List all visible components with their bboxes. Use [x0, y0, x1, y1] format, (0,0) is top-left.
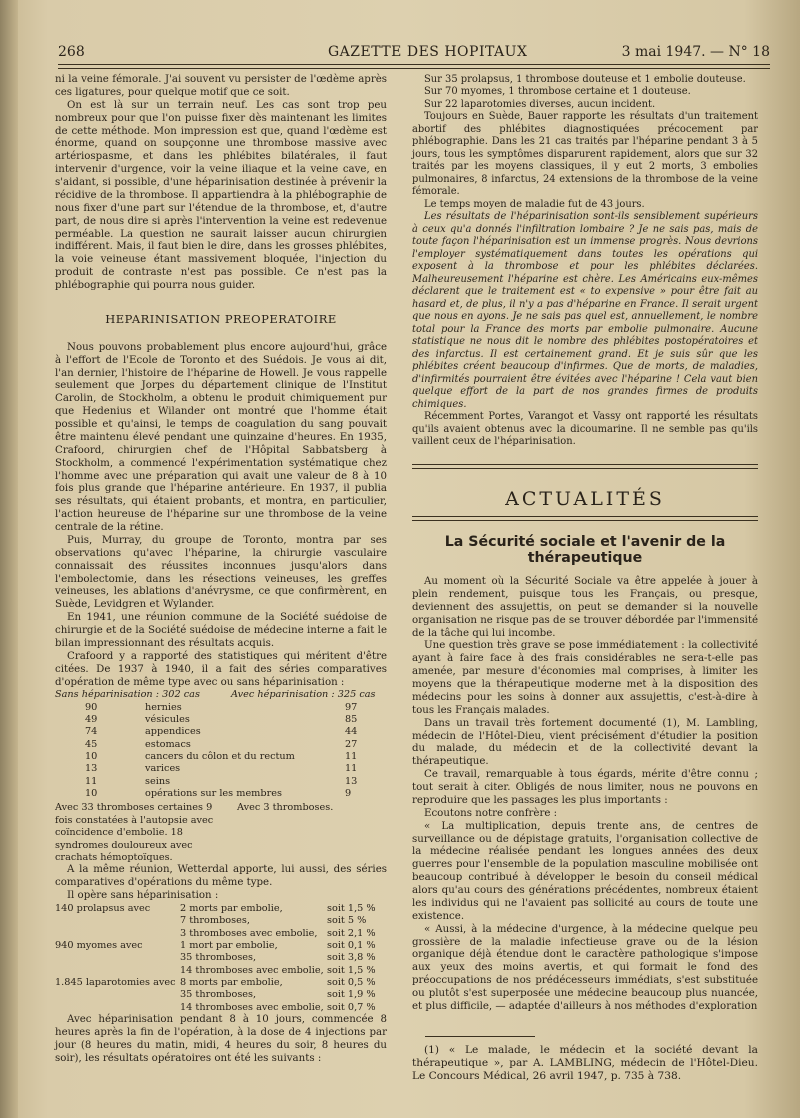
count-with: 27 — [345, 738, 358, 750]
table-row — [55, 739, 387, 751]
journal-title: GAZETTE DES HOPITAUX — [328, 44, 528, 60]
count-without: 74 — [85, 726, 98, 738]
operation-type: vésicules — [145, 714, 190, 726]
stat-pct: soit 1,9 % — [327, 989, 376, 1001]
count-without: 10 — [85, 751, 98, 763]
operation-type: cancers du côlon et du rectum — [145, 751, 295, 763]
paragraph: Sur 22 laparotomies diverses, aucun incident. — [424, 98, 656, 110]
count-with: 44 — [345, 726, 358, 738]
article-body — [412, 576, 758, 1014]
stat-row — [55, 965, 387, 977]
stat-item: 35 thromboses, — [180, 952, 257, 964]
table-row — [55, 726, 387, 738]
count-with: 13 — [345, 775, 358, 787]
operation-type: seins — [145, 775, 171, 787]
embolism-left: Avec 33 thromboses certaines 9 fois constatées à l'autopsie avec coïncidence d'embolie. 18 syndromes douloureux avec crachats hémoptoïques. — [55, 802, 214, 863]
operation-type: opérations sur les membres — [145, 788, 282, 800]
stat-row — [55, 977, 387, 989]
page-number: 268 — [58, 44, 85, 60]
paragraph: Ecoutons notre confrère : — [424, 807, 558, 819]
issue-date: 3 mai 1947. — N° 18 — [621, 44, 770, 60]
stat-pct: soit 0,7 % — [327, 1001, 376, 1013]
wetterdal-stats — [55, 903, 387, 1014]
article-title: La Sécurité sociale et l'avenir de la thérapeutique — [444, 534, 726, 566]
stat-group: 940 myomes avec — [55, 939, 143, 951]
count-with: 97 — [345, 701, 358, 713]
section-divider — [412, 464, 758, 469]
embolism-summary — [55, 802, 387, 864]
count-with: 11 — [345, 763, 358, 775]
header-rule — [58, 64, 770, 65]
table-row — [55, 763, 387, 775]
table-row — [55, 714, 387, 726]
stat-row — [55, 989, 387, 1001]
paragraph: ni la veine fémorale. J'ai souvent vu persister de l'œdème après ces ligatures, pour quelque motif que ce soit. — [55, 74, 387, 98]
table-row — [55, 702, 387, 714]
paragraph: Dans un travail très fortement documenté (1), M. Lambling, médecin de l'Hôtel-Dieu, vient précisément d'étudier la position du malade, du médecin et de la collectivité devant la thérapeutique. — [412, 717, 758, 768]
stat-item: 14 thromboses avec embolie, — [180, 964, 324, 976]
stat-row — [55, 928, 387, 940]
count-with: 9 — [345, 788, 352, 800]
paragraph: Au moment où la Sécurité Sociale va être appelée à jouer à plein rendement, puisque tous les Français, ou presque, deviennent des assujettis, on peut se demander si la nouvelle organisation ne risque pas de se trouver débordée par l'immensité de la tâche qui lui incombe. — [412, 576, 758, 639]
paragraph: Puis, Murray, du groupe de Toronto, montra par ses observations qu'avec l'héparine, la chirurgie vasculaire connaissait des réussites inconnues jusqu'alors dans l'embolectomie, dans les résections veineuses, les greffes veineuses, les ablations d'anévrysme, ce que confirmèrent, en Suède, Levidgren et Wylander. — [55, 534, 387, 611]
stat-pct: soit 0,5 % — [327, 976, 376, 988]
paragraph: Avec héparinisation pendant 8 à 10 jours, commencée 8 heures après la fin de l'opération, à la dose de 4 injections par jour (8 heures du matin, midi, 4 heures du soir, 8 heures du soir), les résultats opératoires ont été les suivants : — [55, 1013, 387, 1064]
footnote — [412, 1044, 758, 1083]
stat-pct: soit 1,5 % — [327, 902, 376, 914]
paragraph: Crafoord y a rapporté des statistiques qui méritent d'être citées. De 1937 à 1940, il a fait des séries comparatives d'opération de même type avec ou sans héparinisation : — [55, 650, 387, 688]
paragraph: A la même réunion, Wetterdal apporte, lui aussi, des séries comparatives d'opérations du même type. — [55, 864, 387, 889]
section-divider-2 — [412, 516, 758, 521]
actualites-heading: ACTUALITÉS — [505, 488, 665, 510]
table-row — [55, 776, 387, 788]
paragraph: Nous pouvons probablement plus encore aujourd'hui, grâce à l'effort de l'Ecole de Toronto et des Suédois. Je vous ai dit, l'an dernier, l'histoire de l'héparine de Howell. Je vous rappelle seulement que Jorpes du département clinique de l'Institut Carolin, de Stockholm, a obtenu le produit chimiquement pur que Hedenius et Wilander ont montré que l'homme était possible et qu'ainsi, le temps de coagulation du sang pouvait être maintenu élevé pendant une quinzaine d'heures. En 1935, Crafoord, chirurgien chef de l'Hôpital Sabbatsberg à Stockholm, a commencé l'expérimentation systématique chez l'homme avec une préparation qui avait une valeur de 8 à 10 fois plus grande que l'héparine antérieure. En 1937, il publia ses résultats, qui étaient probants, et montra, en particulier, l'action heureuse de l'héparine sur une thrombose de la veine centrale de la rétine. — [55, 341, 387, 533]
paragraph: On est là sur un terrain neuf. Les cas sont trop peu nombreux pour que l'on puisse fixer dès maintenant les limites de cette méthode. Mon impression est que, quand l'œdème est énorme, quand on soupçonne une thrombose massive avec artériospasme, et dans les phlébites bilatérales, il faut intervenir d'urgence, voir la veine iliaque et la veine cave, en s'aidant, si possible, d'une héparinisation destinée à prévenir la récidive de la thrombose. Il appartiendra à la phlébographie de nous fixer d'une part sur l'étendue de la thrombose, et, d'autre part, de nous dire si après l'intervention la veine est redevenue perméable. La question ne saurait laisser aucun chirurgien indifférent. Mais, il faut bien le dire, dans les grosses phlébites, la voie veineuse étant massivement bloquée, l'injection du produit de contraste n'est pas possible. Ce n'est pas la phlébographie qui pourra nous guider. — [55, 99, 387, 291]
count-with: 85 — [345, 714, 358, 726]
table-header-right: Avec héparinisation : 325 cas — [231, 689, 376, 701]
stat-item: 2 morts par embolie, — [180, 902, 283, 914]
embolism-right: Avec 3 thromboses. — [237, 802, 334, 814]
count-without: 49 — [85, 714, 98, 726]
stat-pct: soit 5 % — [327, 915, 367, 927]
section-title: HEPARINISATION PREOPERATOIRE — [105, 311, 337, 326]
stat-group: 1.845 laparotomies avec — [55, 976, 176, 988]
paragraph: Ce travail, remarquable à tous égards, mérite d'être connu ; tout serait à citer. Obligés de nous limiter, nous ne pouvons en reproduire que les passages les plus importants : — [412, 769, 758, 806]
count-with: 11 — [345, 751, 358, 763]
stat-group: 140 prolapsus avec — [55, 902, 151, 914]
header-rule-2 — [58, 68, 770, 69]
page-binding-edge — [0, 0, 18, 1118]
stat-row — [55, 952, 387, 964]
paragraph: « La multiplication, depuis trente ans, de centres de surveillance ou de dépistage gratuits, l'organisation collective de la médecine réalisée pendant les longues années des deux guerres pour l'ensemble de la population masculine mobilisée ont beaucoup contribué à développer le besoin du conseil médical alors qu'au cours des générations précédentes, nombreux étaient les individus qui ne l'avaient pas sollicité au cours de toute une existence. — [412, 820, 758, 922]
stat-item: 1 mort par embolie, — [180, 939, 278, 951]
stat-row — [55, 1002, 387, 1014]
table-rows — [55, 702, 387, 801]
stat-item: 3 thromboses avec embolie, — [180, 927, 318, 939]
page-header — [58, 44, 770, 66]
paragraph: Récemment Portes, Varangot et Vassy ont rapporté les résultats qu'ils avaient obtenus avec la dicoumarine. Il ne semble pas qu'ils vaillent ceux de l'héparinisation. — [412, 411, 758, 448]
operation-type: hernies — [145, 701, 182, 713]
operation-type: varices — [145, 763, 181, 775]
table-row — [55, 788, 387, 800]
paragraph: « Aussi, à la médecine d'urgence, à la médecine quelque peu grossière de la maladie infectieuse grave ou de la lésion organique déjà étendue dont le caractère pathologique s'impose aux yeux des moins avertis, et qui formait le fond des préoccupations de nos prédécesseurs immédiats, s'est substituée ou plutôt s'est superposée une médecine beaucoup plus nuancée, et plus difficile, — adaptée d'ailleurs à nos méthodes d'exploration — [412, 923, 758, 1012]
paragraph: En 1941, une réunion commune de la Société suédoise de chirurgie et de la Société suédoise de médecine interne a fait le bilan impressionnant des résultats acquis. — [55, 612, 387, 649]
table-row — [55, 751, 387, 763]
table-header-row — [55, 689, 387, 701]
footnote-text: (1) « Le malade, le médecin et la société devant la thérapeutique », par A. LAMBLING, médecin de l'Hôtel-Dieu. Le Concours Médical, 26 avril 1947, p. 735 à 738. — [412, 1044, 758, 1082]
paragraph: Il opère sans héparinisation : — [67, 890, 219, 902]
paragraph: Le temps moyen de maladie fut de 43 jours. — [424, 198, 645, 210]
stat-pct: soit 1,5 % — [327, 964, 376, 976]
footnote-rule — [425, 1036, 535, 1037]
paragraph: Toujours en Suède, Bauer rapporte les résultats d'un traitement abortif des phlébites diagnostiquées précocement par phlébographie. Dans les 21 cas traités par l'héparine pendant 3 à 5 jours, tous les symptômes disparurent rapidement, alors que sur 32 traités par les moyens classiques, il y eut 2 morts, 3 embolies pulmonaires, 8 infarctus, 24 extensions de la thrombose de la veine fémorale. — [412, 111, 758, 198]
count-without: 45 — [85, 738, 98, 750]
paragraph: Sur 70 myomes, 1 thrombose certaine et 1 douteuse. — [424, 86, 691, 98]
stat-item: 35 thromboses, — [180, 989, 257, 1001]
stat-row — [55, 903, 387, 915]
left-column — [55, 74, 387, 1065]
stat-pct: soit 3,8 % — [327, 952, 376, 964]
count-without: 11 — [85, 775, 98, 787]
operation-type: estomacs — [145, 738, 191, 750]
stat-pct: soit 0,1 % — [327, 939, 376, 951]
stat-pct: soit 2,1 % — [327, 927, 376, 939]
count-without: 13 — [85, 763, 98, 775]
table-header-left: Sans héparinisation : 302 cas — [55, 689, 200, 701]
operation-type: appendices — [145, 726, 201, 738]
stat-row — [55, 940, 387, 952]
stat-item: 14 thromboses avec embolie, — [180, 1001, 324, 1013]
right-column — [412, 74, 758, 449]
comparison-table — [55, 689, 387, 864]
paragraph: Sur 35 prolapsus, 1 thrombose douteuse et 1 embolie douteuse. — [424, 74, 746, 85]
stat-item: 8 morts par embolie, — [180, 976, 283, 988]
stat-item: 7 thromboses, — [180, 915, 250, 927]
paragraph: Les résultats de l'héparinisation sont-ils sensiblement supérieurs à ceux qu'a donnés l'infiltration lombaire ? Je ne sais pas, mais de toute façon l'héparinisation est un immense progrès. Nous devrions l'employer systématiquement dans toutes les opérations qui exposent à la thrombose et pour les phlébites déclarées. Malheureusement l'héparine est chère. Les Américains eux-mêmes déclarent que le traitement est « to expensive » pour être fait au hasard et, de plus, il n'y a pas d'héparine en France. Il serait urgent que nous en ayons. Je ne sais pas quel est, annuellement, le nombre total pour la France des morts par embolie pulmonaire. Aucune statistique ne nous dit le nombre des phlébites postopératoires et des infarctus. Il est certainement grand. Et je suis sûr que les phlébites créent beaucoup d'infirmes. Que de morts, de maladies, d'infirmités pourraient être évitées avec l'héparine ! Cela vaut bien quelque effort de la part de nos grandes firmes de produits chimiques. — [412, 211, 758, 410]
count-without: 10 — [85, 788, 98, 800]
stat-row — [55, 915, 387, 927]
paragraph: Une question très grave se pose immédiatement : la collectivité ayant à faire face à des frais considérables ne sera-t-elle pas amenée, par mesure d'économies mal comprises, à limiter les moyens que la thérapeutique moderne met à la disposition des médecins pour les soins à donner aux assujettis, c'est-à-dire à tous les Français malades. — [412, 640, 758, 716]
count-without: 90 — [85, 701, 98, 713]
